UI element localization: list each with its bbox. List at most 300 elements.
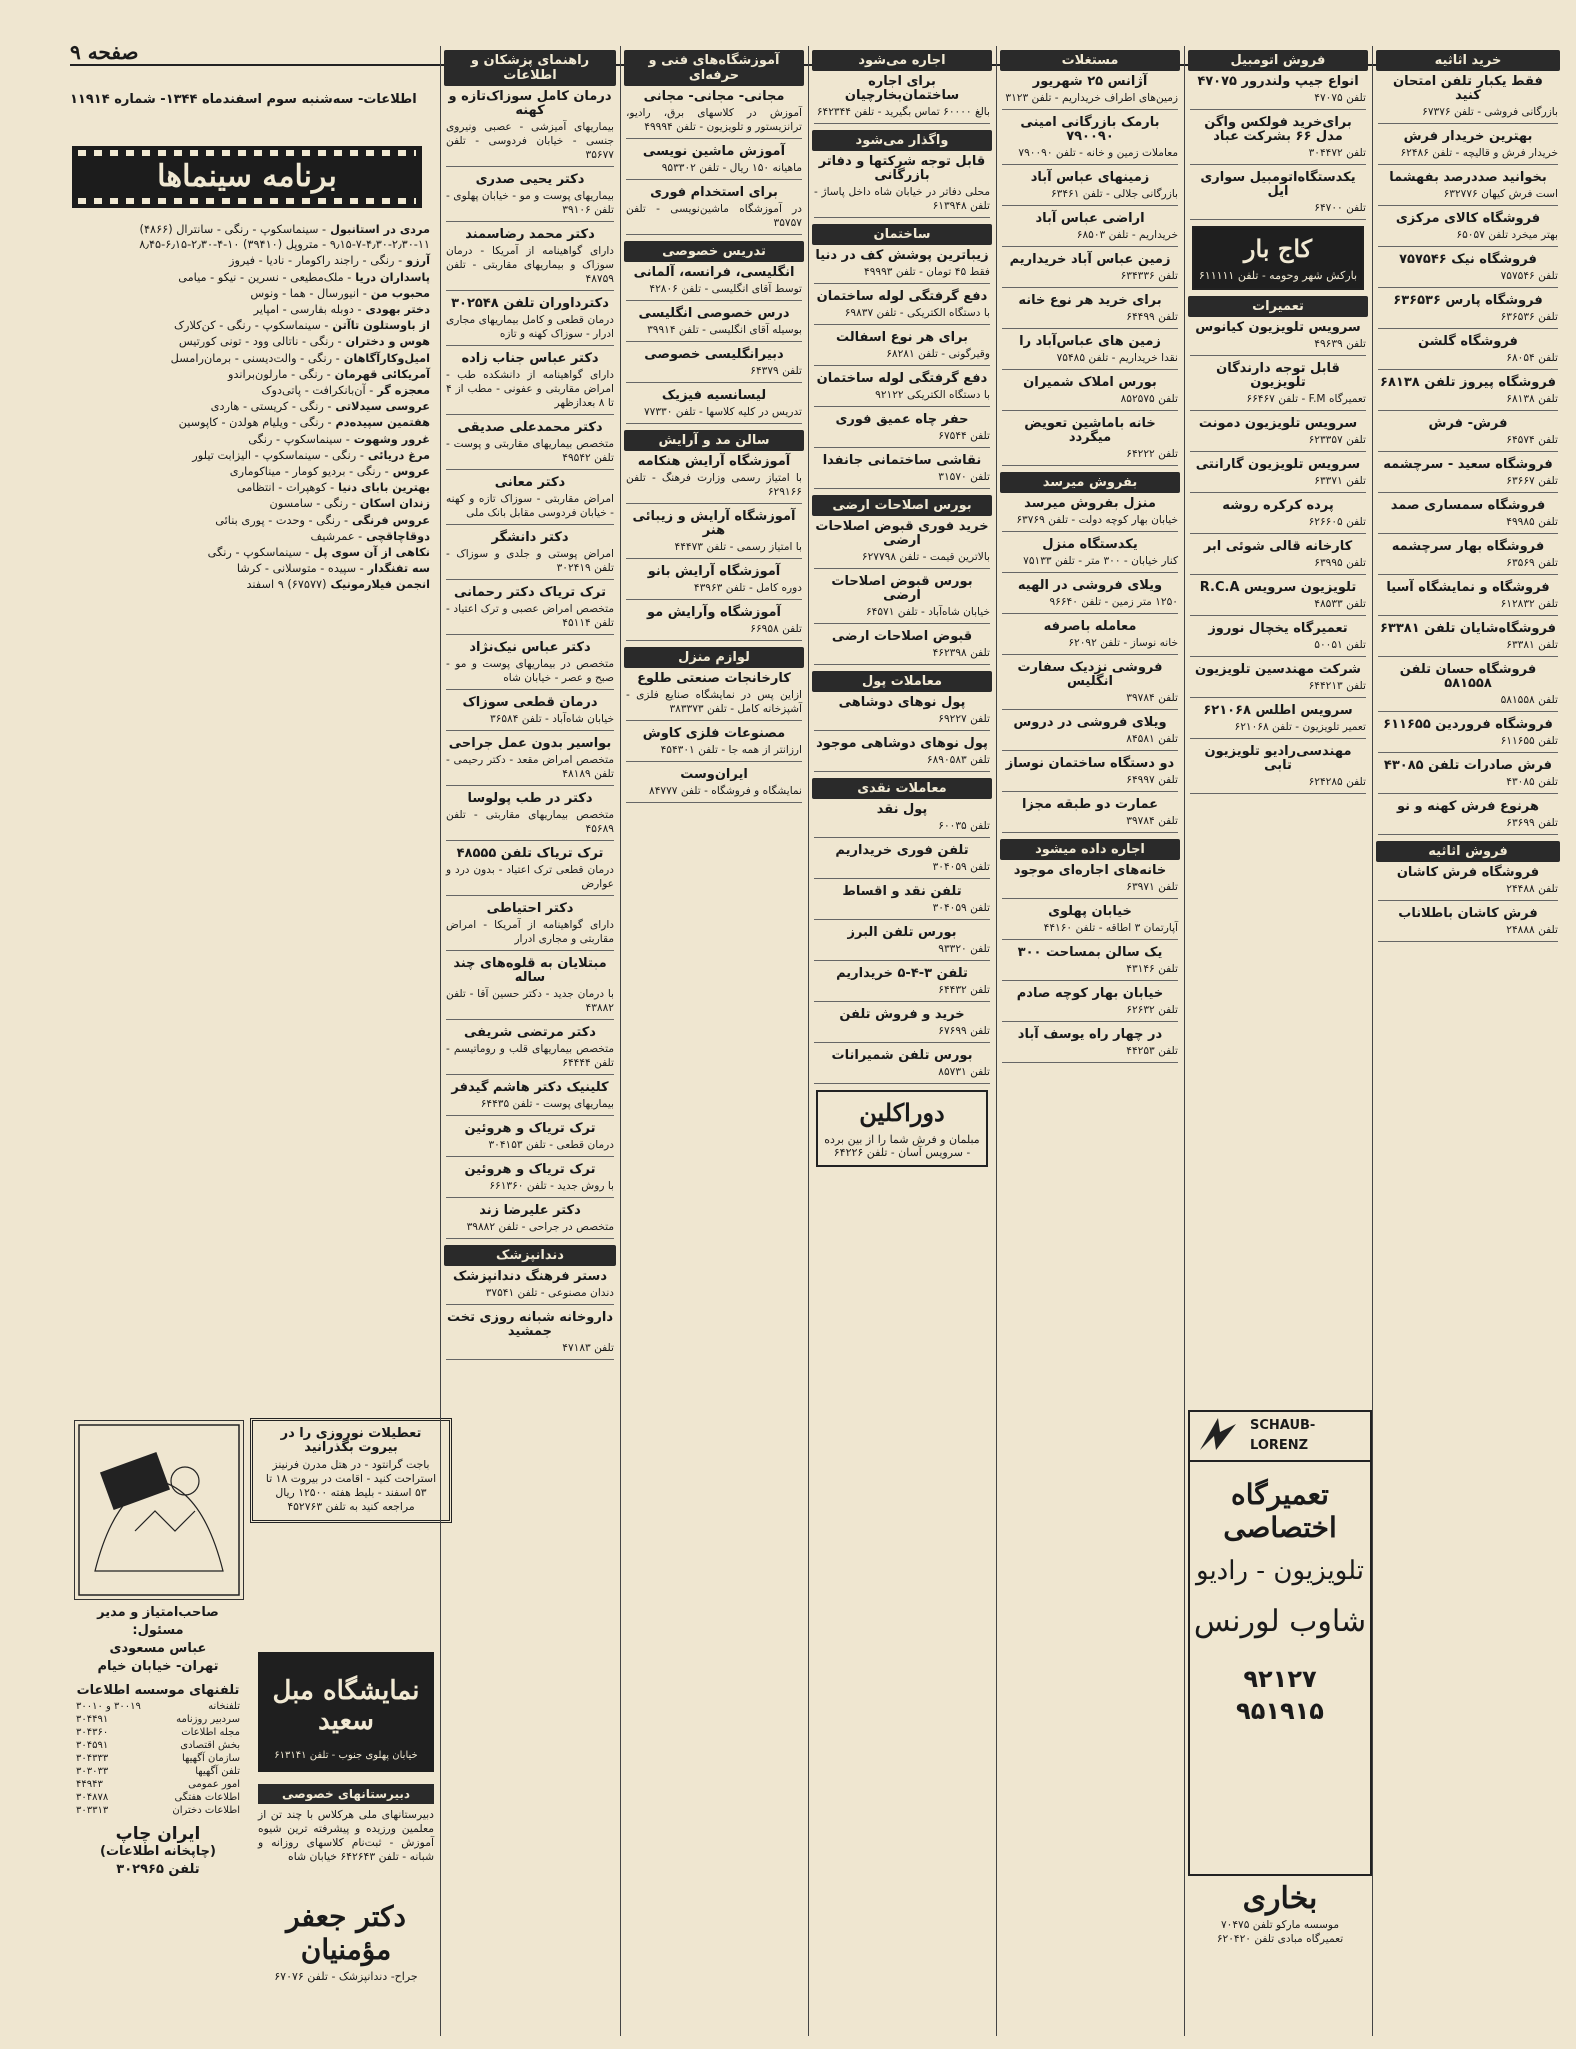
classified-ad [626, 565, 802, 600]
section-caption: دندانپزشک [444, 1245, 616, 1266]
film-details: - رنگی - مارلون‌براندو [228, 367, 331, 381]
classified-ad [446, 228, 614, 291]
ad-body: ماهیانه ۱۵۰ ریال - تلفن ۹۵۳۳۰۲ [661, 162, 802, 174]
section-caption: تعمیرات [1188, 296, 1368, 317]
ad-body: تلفن ۸۴۵۸۱ [1126, 733, 1178, 745]
classified-ad [1002, 946, 1178, 981]
film-details: - دوبله بفارسی - امپایر [253, 303, 362, 317]
ad-body: تلفن ۶۶۹۵۸ [750, 623, 802, 635]
ad-body: فقط ۴۵ تومان - تلفن ۴۹۹۹۳ [864, 266, 990, 278]
ad-title: خانه‌های اجاره‌ای موجود [1013, 863, 1167, 878]
classified-ad [814, 696, 990, 731]
cinema-listing [70, 496, 430, 511]
ad-body: خریدار فرش و قالیچه - تلفن ۶۲۴۸۶ [1400, 147, 1558, 159]
film-title: دوقاچاقچی [362, 529, 430, 543]
ad-title: خیابان پهلوی [1048, 904, 1132, 919]
classified-ad [626, 455, 802, 504]
ad-title: دکتر مرتضی شریفی [464, 1025, 596, 1040]
phone-number: ۳۰۴۳۶۰ [76, 1727, 109, 1738]
schaub-brand [1190, 1412, 1370, 1462]
ad-title: ترک تریاک و هروئین [464, 1121, 596, 1136]
ad-body: تلفن ۶۴۴۳۲ [938, 984, 990, 996]
ad-body: تلفن ۶۸۹۰۵۸۳ [926, 754, 990, 766]
ad-title: مبتلایان به قلوه‌های چند ساله [453, 956, 607, 985]
film-details: - ملک‌مطیعی - نسرین - نیکو - میامی [178, 270, 352, 284]
classified-ad [1190, 116, 1366, 165]
ad-body: با امتیاز رسمی وزارت فرهنگ - تلفن ۶۲۹۱۶۶ [626, 472, 802, 498]
ad-title: برای خرید هر نوع خانه [1018, 293, 1162, 308]
classified-ad [446, 641, 614, 690]
ad-title: کلینیک دکتر هاشم گیدفر [451, 1080, 609, 1095]
ad-title: پرده کرکره روشه [1222, 498, 1334, 513]
ad-title: انگلیسی، فرانسه، آلمانی [633, 265, 795, 280]
ad-body: متخصص امراض مقعد - دکتر رحیمی - تلفن ۴۸۱۸۹ [446, 754, 614, 780]
ad-title: دکتر دانشگر [491, 530, 569, 545]
ad-body: خیابان شاه‌آباد - تلفن ۶۴۵۷۱ [865, 606, 990, 618]
ad-title: دکتر علیرضا زند [479, 1203, 581, 1218]
ad-title: درمان کامل سوزاک‌تازه و کهنه [448, 89, 612, 118]
schaub-line2: تلویزیون - رادیو [1196, 1556, 1364, 1586]
ad-title: بورس املاک شمیران [1023, 375, 1157, 390]
phones-title: تلفنهای موسسه اطلاعات [76, 1683, 240, 1698]
ad-title: فروشگاه سمساری صمد [1390, 498, 1546, 513]
ad-title: زمینهای عباس آباد [1030, 170, 1150, 185]
classified-ad [1378, 499, 1558, 534]
cinema-listing [70, 513, 430, 528]
schaub-line1: تعمیرگاه اختصاصی [1223, 1478, 1337, 1544]
classified-ad [1378, 171, 1558, 206]
ad-body: آموزش در کلاسهای برق، رادیو، ترانزیستور و تلویزیون - تلفن ۴۹۹۹۴ [626, 107, 802, 133]
classified-ad [626, 145, 802, 180]
ad-title: منزل بفروش میرسد [1024, 496, 1156, 511]
classified-ad [626, 266, 802, 301]
schaub-lorenz-ad [1188, 1410, 1372, 1876]
cinema-listing [70, 334, 430, 349]
cinema-listing [70, 270, 430, 285]
ad-title: انواع جیپ ولندرور ۴۷۰۷۵ [1197, 74, 1359, 89]
classified-ad [814, 413, 990, 448]
ad-body: تلفن ۶۱۲۸۳۲ [1500, 598, 1558, 610]
ad-body: تلفن ۲۴۸۸۸ [1506, 924, 1558, 936]
film-title: هفتمین سپیده‌دم [331, 416, 430, 430]
classified-ad [1378, 294, 1558, 329]
classified-ad [1002, 335, 1178, 370]
ad-title: مصنوعات فلزی کاوش [642, 726, 786, 741]
film-title: محبوب من [366, 286, 430, 300]
ad-title: آموزشگاه وآرایش مو [646, 605, 782, 620]
ad-title: تعمیرگاه یخچال نوروز [1208, 621, 1348, 636]
ad-title: ویلای فروشی در الهیه [1017, 578, 1163, 593]
mel-said-sub: خیابان پهلوی جنوب - تلفن ۶۱۳۱۴۱ [274, 1750, 418, 1761]
cinema-listing [70, 351, 430, 366]
film-details: - سینماسکوپ - رنگی - کن‌کلارک [173, 319, 329, 333]
ad-title: حفر چاه عمیق فوری [835, 412, 969, 427]
classified-ad [1002, 294, 1178, 329]
ad-title: فرش کاشان باطلاناب [1398, 906, 1538, 921]
film-title: مردی در استانبول [326, 223, 430, 236]
ad-body: درمان قطعی - تلفن ۳۰۴۱۵۳ [488, 1139, 614, 1151]
film-details: - کوهپرات - انتظامی [236, 481, 335, 495]
ad-body: امراض پوستی و جلدی و سوزاک - تلفن ۳۰۲۴۱۹ [446, 548, 614, 574]
ad-body: خریداریم - تلفن ۶۸۵۰۳ [1076, 229, 1178, 241]
column-rule [1184, 46, 1185, 2036]
ad-title: زمین عباس آباد خریداریم [1009, 252, 1171, 267]
ad-body: محلی دفاتر در خیابان شاه داخل پاساژ - تلفن ۶۱۳۹۴۸ [814, 186, 990, 212]
box-title: کاج بار [1243, 234, 1313, 263]
section-caption: تدریس خصوصی [624, 241, 804, 262]
classified-ad [446, 352, 614, 415]
ad-title: فرش صادرات تلفن ۴۳۰۸۵ [1383, 758, 1553, 773]
ad-body: تلفن ۳۱۵۷۰ [938, 471, 990, 483]
ad-body: تلفن ۶۳۴۳۳۶ [1120, 270, 1178, 282]
classified-ad [446, 1270, 614, 1305]
ad-title: دکتر محمدعلی صدیقی [457, 420, 603, 435]
ad-body: دارای گواهینامه از دانشکده طب - امراض مقاربتی و عفونی - مطب از ۴ تا ۸ بعدازظهر [446, 369, 614, 409]
phone-row [74, 1739, 242, 1752]
cinema-listing [70, 367, 430, 382]
section-caption: اجاره می‌شود [812, 50, 992, 71]
cinema-listing [70, 448, 430, 463]
classified-ad [1378, 622, 1558, 657]
phone-number: ۳۰۴۸۷۸ [76, 1792, 109, 1803]
classified-ad [626, 672, 802, 721]
film-title: دختر بهودی [361, 303, 430, 317]
ad-title: سرویس تلویزیون کیانوس [1195, 320, 1361, 335]
ad-body: بالغ ۶۰۰۰۰ تماس بگیرید - تلفن ۶۴۲۳۴۴ [816, 106, 990, 118]
film-details: - سینماسکوپ - رنگی [248, 432, 350, 446]
classified-ad [446, 792, 614, 841]
film-title: امیل‌وکارآگاهان [339, 351, 430, 365]
ad-body: توسط آقای انگلیسی - تلفن ۴۲۸۰۶ [649, 283, 802, 295]
ad-body: معاملات زمین و خانه - تلفن ۷۹۰۰۹۰ [1018, 147, 1178, 159]
ad-body: متخصص بیماریهای مقاربتی - تلفن ۴۵۶۸۹ [446, 809, 614, 835]
classified-ad [446, 737, 614, 786]
classified-ad [814, 967, 990, 1002]
ad-body: تلفن ۳۰۴۴۷۲ [1308, 147, 1366, 159]
ad-body: متخصص بیماریهای مقاربتی و پوست - تلفن ۴۹۵۴۲ [446, 438, 614, 464]
classified-ad [814, 155, 990, 218]
ad-body: ازاین پس در نمایشگاه صنایع فلزی - آشپزخانه کامل - تلفن ۳۸۳۳۷۳ [626, 689, 802, 715]
classified-ad [446, 297, 614, 346]
section-caption: سالن مد و آرایش [624, 430, 804, 451]
ad-body: تلفن ۶۹۲۲۷ [938, 713, 990, 725]
film-title: آرزو [402, 254, 430, 268]
ad-body: تلفن ۶۲۴۲۸۵ [1308, 776, 1366, 788]
ad-body: تلفن ۹۳۳۲۰ [938, 943, 990, 955]
ad-body: تلفن ۶۳۶۹۹ [1506, 817, 1558, 829]
classified-ad [1190, 499, 1366, 534]
film-title: بهترین بابای دنیا [334, 481, 430, 495]
cinema-listing [70, 480, 430, 495]
ad-title: دکتر معانی [494, 475, 566, 490]
ad-body: است فرش کیهان ۶۳۲۷۷۶ [1443, 188, 1558, 200]
ad-title: آموزشگاه آرایش هنکامه [637, 454, 791, 469]
printer-sub: (چاپخانه اطلاعات) [100, 1844, 216, 1859]
classified-ad [446, 173, 614, 222]
column-rule [440, 46, 441, 2036]
ad-title: قبوض اصلاحات ارضی [831, 629, 973, 644]
film-title: مرغ دریائی [363, 448, 430, 462]
phone-number: ۳۰۴۴۹۱ [76, 1714, 109, 1725]
printer-name: ایران چاپ [115, 1824, 201, 1844]
phone-dept: مجله اطلاعات [181, 1727, 240, 1738]
classified-ad [1002, 212, 1178, 247]
film-details: - رنگی - کریستی - هاردی [210, 400, 332, 414]
ad-title: خانه باماشین تعویض میگردد [1024, 416, 1156, 445]
classified-ad [1190, 745, 1366, 794]
classified-ad [1002, 987, 1178, 1022]
ad-title: فرش- فرش [1428, 416, 1508, 431]
ad-body: تلفن ۴۳۰۸۵ [1506, 776, 1558, 788]
ad-body: متخصص در بیماریهای پوست و مو - صبح و عصر - خیابان شاه [446, 658, 614, 684]
classified-ad [1002, 864, 1178, 899]
phone-dept: بخش اقتصادی [180, 1740, 240, 1751]
film-details: - رنگی - سامسون [269, 497, 356, 511]
ad-body: تلفن ۳۹۷۸۴ [1126, 815, 1178, 827]
cinema-listing [70, 222, 430, 252]
ad-title: اراضی عباس آباد [1035, 211, 1145, 226]
ad-body: با دستگاه الکتریکی ۹۲۱۲۲ [875, 389, 990, 401]
classified-ad [814, 249, 990, 284]
box-title: دوراکلین [859, 1098, 945, 1127]
classified-ad [1190, 171, 1366, 220]
ad-body: تلفن ۶۲۶۶۰۵ [1308, 516, 1366, 528]
classified-ad [1378, 866, 1558, 901]
column-education [624, 46, 804, 2036]
classified-ad [446, 476, 614, 525]
ad-body: کنار خیابان - ۳۰۰ متر - تلفن ۷۵۱۳۳ [1023, 555, 1178, 567]
ad-body: تلفن ۶۳۶۶۷ [1506, 475, 1558, 487]
classified-ad [814, 575, 990, 624]
phone-number: ۳۰۳۰۳۳ [76, 1766, 109, 1777]
classified-ad [1378, 335, 1558, 370]
owner-name: عباس مسعودی [109, 1641, 207, 1656]
phone-dept: سازمان آگهیها [181, 1753, 240, 1764]
ad-body: تلفن ۴۷۱۸۳ [562, 1342, 614, 1354]
ad-title: دکتر در طب پولوسا [467, 791, 593, 806]
ad-title: پول نقد [876, 802, 928, 817]
ad-body: تلفن ۶۲۶۳۲ [1126, 1004, 1178, 1016]
ad-title: دستر فرهنگ دندانپزشک [452, 1269, 608, 1284]
ad-title: لیسانسیه فیزیک [661, 388, 767, 403]
ad-body: تلفن ۶۱۱۶۵۵ [1500, 735, 1558, 747]
classified-ad [814, 803, 990, 838]
ad-title: بورس تلفن البرز [847, 925, 957, 940]
ad-body: تلفن ۶۳۶۵۳۶ [1500, 311, 1558, 323]
schaub-line3: شاوب لورنس [1193, 1604, 1367, 1639]
classified-ad [446, 1204, 614, 1239]
ad-title: فروشگاه فرش کاشان [1396, 865, 1540, 880]
ad-title: دکتر عباس نیک‌نژاد [469, 640, 591, 655]
classified-ad [814, 926, 990, 961]
ad-body: تلفن ۴۳۱۴۶ [1126, 963, 1178, 975]
film-details: - عمرشیف [310, 529, 363, 543]
ad-title: ویلای فروشی در دروس [1013, 715, 1167, 730]
ad-body: تلفن ۴۹۹۸۵ [1506, 516, 1558, 528]
classified-ad [814, 844, 990, 879]
film-details: - رنگی - راجند راکومار - نادیا - فیروز [229, 254, 403, 268]
ad-title: فروشگاه سعید - سرچشمه [1383, 457, 1553, 472]
ad-title: ایران‌وست [680, 767, 748, 782]
ad-body: ارزانتر از همه جا - تلفن ۴۵۴۳۰۱ [660, 744, 802, 756]
classified-ad [446, 1163, 614, 1198]
film-title: زندان اسکان [355, 497, 430, 511]
classified-ad [1378, 75, 1558, 124]
phone-dept: سردبیر روزنامه [176, 1714, 240, 1725]
ad-body: تلفن ۴۴۲۵۳ [1126, 1045, 1178, 1057]
classified-ad [1378, 417, 1558, 452]
box-body: مبلمان و فرش شما را از بین برده - سرویس آسان - تلفن ۶۴۲۲۶ [824, 1133, 980, 1159]
ad-title: معامله باصرفه [1043, 619, 1137, 634]
ad-body: تلفن ۵۸۱۵۵۸ [1500, 694, 1558, 706]
film-details: - رنگی - سینماسکوپ - الیزابت تیلور [192, 448, 364, 462]
ad-title: فروشگاه پیروز تلفن ۶۸۱۳۸ [1380, 375, 1556, 390]
ad-title: سرویس تلویزیون دمونت [1198, 416, 1358, 431]
ad-title: خرید و فروش تلفن [839, 1007, 965, 1022]
classified-ad [626, 307, 802, 342]
ad-title: دبیرانگلیسی خصوصی [644, 347, 784, 362]
ad-title: بخوانید صددرصد بفهشما [1389, 170, 1547, 185]
ad-title: تلفن نقد و اقساط [842, 884, 962, 899]
ad-title: فروشگاه پارس ۶۳۶۵۳۶ [1393, 293, 1543, 308]
ad-title: آژانس ۲۵ شهریور [1032, 74, 1148, 89]
phone-row [74, 1752, 242, 1765]
cinema-listing [70, 561, 430, 576]
ad-title: دفع گرفتگی لوله ساختمان [816, 289, 988, 304]
section-caption: بورس اصلاحات ارضی [812, 495, 992, 516]
ad-title: برای هر نوع اسفالت [835, 330, 969, 345]
notice-body: باجت گرانتود - در هتل مدرن فرنینز استراحت کنید - اقامت در بیروت ۱۸ تا ۵۳ اسفند - بلیط هفته ۱۲۵۰۰ ریال مراجعه کنید به تلفن ۴۵۲۷۶۳ [265, 1458, 437, 1513]
classified-ad [1378, 253, 1558, 288]
film-title: غرور وشهوت [349, 432, 430, 446]
section-caption: واگذار می‌شود [812, 130, 992, 151]
classified-ad [446, 531, 614, 580]
classified-ad [1002, 497, 1178, 532]
ad-title: یکدستگاه‌اتومبیل سواری ایل [1200, 170, 1356, 199]
ad-body: تعمیرگاه F.M - تلفن ۶۶۴۶۷ [1246, 393, 1366, 405]
cinema-listing [70, 432, 430, 447]
classified-ad [626, 389, 802, 424]
film-title: نکاهی از آن سوی پل [309, 546, 430, 560]
page-number: صفحه ۹ [70, 40, 139, 64]
classified-ad [1002, 1028, 1178, 1063]
film-title: انجمن فیلارمونیک [326, 578, 430, 592]
ad-body: تلفن ۷۵۷۵۴۶ [1500, 270, 1558, 282]
issue-date-line: اطلاعات- سه‌شنبه سوم اسفندماه ۱۳۴۴- شماره ۱۱۹۱۴ [70, 92, 417, 107]
ad-title: فروشگاه‌شایان تلفن ۶۳۳۸۱ [1379, 621, 1557, 636]
column-rule [1372, 46, 1373, 2036]
classified-ad [1378, 759, 1558, 794]
cinema-listing [70, 545, 430, 560]
ad-body: تلفن ۶۷۵۴۴ [938, 430, 990, 442]
column-rule [620, 46, 621, 2036]
classified-ad [1378, 212, 1558, 247]
classified-ad [1378, 800, 1558, 835]
ad-body: تلفن ۶۴۲۲۲ [1126, 448, 1178, 460]
classified-ad [1378, 540, 1558, 575]
film-title: عروس [388, 465, 430, 479]
ad-body: تلفن ۶۳۳۸۱ [1506, 639, 1558, 651]
classified-ad [1190, 663, 1366, 698]
ad-title: یک سالن بمساحت ۳۰۰ [1017, 945, 1163, 960]
ad-body: تلفن ۳۰۴۰۵۹ [932, 861, 990, 873]
film-details: (۶۷۵۷۷) ۹ اسفند [246, 578, 327, 592]
ad-title: تلفن ۳-۴-۵ خریداریم [836, 966, 968, 981]
column-doctors [444, 46, 616, 2036]
classified-ad [446, 1122, 614, 1157]
classified-ad [1002, 171, 1178, 206]
classified-ad [1002, 905, 1178, 940]
owner-label: صاحب‌امتیاز و مدیر مسئول: [97, 1605, 219, 1638]
cinema-listing [70, 253, 430, 268]
film-details: - رنگی - ویلیام هولدن - کاپوسین [178, 416, 332, 430]
display-ad-box [816, 1090, 988, 1167]
section-caption: ساختمان [812, 224, 992, 245]
ad-title: تلفن فوری خریداریم [835, 843, 969, 858]
ad-body: آپارتمان ۳ اطاقه - تلفن ۴۴۱۶۰ [1043, 922, 1178, 934]
ad-title: در چهار راه یوسف آباد [1017, 1027, 1163, 1042]
ad-title: دکتر محمد رضاسمند [465, 227, 595, 242]
classified-ad [814, 1049, 990, 1084]
section-caption: فروش اتومبیل [1188, 50, 1368, 71]
classified-ad [1002, 798, 1178, 833]
ad-title: داروخانه شبانه روزی تخت جمشید [447, 1310, 613, 1339]
private-school-caption: دبیرستانهای خصوصی [258, 1784, 434, 1804]
phone-row [74, 1765, 242, 1778]
ad-title: بورس قبوض اصلاحات ارضی [831, 574, 973, 603]
classified-ad [1378, 458, 1558, 493]
ad-title: نقاشی ساختمانی جانفدا [822, 453, 982, 468]
classified-ad [1002, 538, 1178, 573]
classified-ad [446, 421, 614, 470]
ad-title: دکتر عباس جناب زاده [461, 351, 599, 366]
cinema-listing [70, 577, 430, 592]
doctor-box-sub: جراح- دندانپزشک - تلفن ۶۷۰۷۶ [274, 1970, 418, 1983]
column-rent [812, 46, 992, 2036]
ad-body: بوسیله آقای انگلیسی - تلفن ۳۹۹۱۴ [647, 324, 802, 336]
ad-body: تلفن ۶۳۹۹۵ [1314, 557, 1366, 569]
phone-number: ۳۰۴۵۹۱ [76, 1740, 109, 1751]
ad-title: کارخانه قالی شوئی ابر [1203, 539, 1353, 554]
section-caption: مستغلات [1000, 50, 1180, 71]
schaub-phones [1190, 1663, 1370, 1727]
ad-title: پول نوهای دوشاهی موجود [816, 736, 988, 751]
ad-title: قابل توجه دارندگان تلویزیون [1216, 361, 1340, 390]
phone-number: ۴۴۹۴۳ [76, 1779, 103, 1790]
classified-ad [1002, 620, 1178, 655]
cinema-listing [70, 529, 430, 544]
cinema-listing [70, 302, 430, 317]
classified-ad [1378, 907, 1558, 942]
box-body: بارکش شهر وحومه - تلفن ۶۱۱۱۱۱ [1198, 269, 1358, 282]
section-caption: بفروش میرسد [1000, 472, 1180, 493]
film-details: - سپیده - متوسلانی - کرشا [236, 562, 364, 576]
film-title: آمریکائی قهرمان [330, 367, 430, 381]
ad-title: بهترین خریدار فرش [1403, 129, 1533, 144]
ad-body: متخصص بیماریهای قلب و روماتیسم - تلفن ۶۴۴۴۴ [446, 1043, 614, 1069]
ad-body: بیماریهای پوست و مو - خیابان پهلوی - تلفن ۳۹۱۰۶ [446, 190, 614, 216]
classified-ad [1190, 417, 1366, 452]
ad-body: با امتیاز رسمی - تلفن ۴۴۴۷۳ [674, 541, 802, 553]
classified-ad [1002, 376, 1178, 411]
ad-body: تلفن ۶۸۱۳۸ [1506, 393, 1558, 405]
ad-title: فروشگاه حسان تلفن ۵۸۱۵۵۸ [1399, 662, 1537, 691]
classified-ad [1002, 716, 1178, 751]
schaub-phone-1: ۹۲۱۲۷ [1243, 1665, 1317, 1693]
classified-ad [1190, 704, 1366, 739]
column-property [1000, 46, 1180, 2036]
phone-row [74, 1700, 242, 1713]
